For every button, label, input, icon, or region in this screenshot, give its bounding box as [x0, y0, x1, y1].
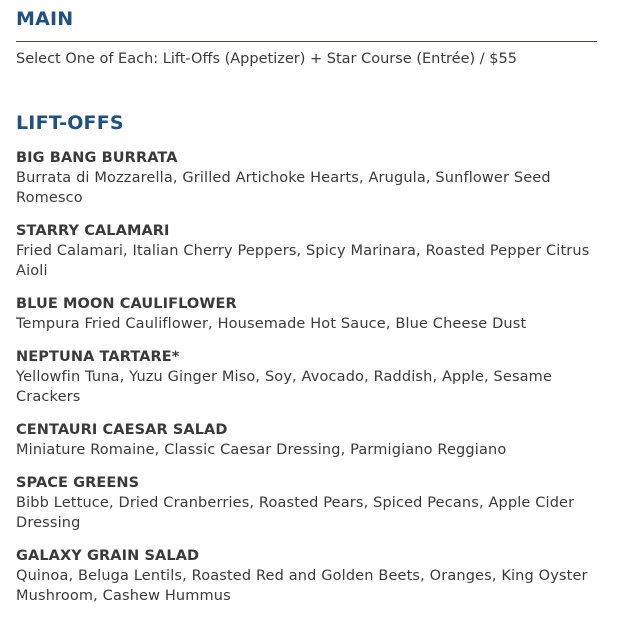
- menu-item-name: SPACE GREENS: [16, 475, 140, 491]
- menu-item-description: Burrata di Mozzarella, Grilled Artichoke Hearts, Arugula, Sunflower Seed Romesco: [16, 170, 551, 206]
- menu-item-description: Miniature Romaine, Classic Caesar Dressing, Parmigiano Reggiano: [16, 442, 507, 458]
- menu-item: [16, 347, 600, 407]
- menu-item-description: Fried Calamari, Italian Cherry Peppers, Spicy Marinara, Roasted Pepper Citrus Aioli: [16, 243, 590, 279]
- section-divider: [16, 41, 597, 42]
- menu-item-name: NEPTUNA TARTARE*: [16, 349, 180, 365]
- menu-item-description: Yellowfin Tuna, Yuzu Ginger Miso, Soy, Avocado, Raddish, Apple, Sesame Crackers: [16, 369, 553, 405]
- menu-item-description: Quinoa, Beluga Lentils, Roasted Red and Golden Beets, Oranges, King Oyster Mushroom, Cashew Hummus: [16, 568, 588, 604]
- menu-item-name: BIG BANG BURRATA: [16, 150, 178, 166]
- liftoffs-item-list: [16, 148, 600, 619]
- menu-item: [16, 473, 600, 533]
- prix-fixe-note: Select One of Each: Lift-Offs (Appetizer) + Star Course (Entrée) / $55: [16, 51, 517, 67]
- menu-item: [16, 420, 600, 460]
- liftoffs-section-title: LIFT-OFFS: [16, 112, 124, 134]
- menu-item-description: Bibb Lettuce, Dried Cranberries, Roasted Pears, Spiced Pecans, Apple Cider Dressing: [16, 495, 575, 531]
- menu-item-description: Tempura Fried Cauliflower, Housemade Hot Sauce, Blue Cheese Dust: [16, 316, 527, 332]
- menu-item: [16, 148, 600, 208]
- menu-item-name: BLUE MOON CAULIFLOWER: [16, 296, 237, 312]
- menu-item: [16, 294, 600, 334]
- menu-item: [16, 546, 600, 606]
- menu-item-name: CENTAURI CAESAR SALAD: [16, 422, 228, 438]
- menu-item: [16, 221, 600, 281]
- menu-item-name: STARRY CALAMARI: [16, 223, 170, 239]
- main-section-title: MAIN: [16, 8, 74, 30]
- menu-item-name: GALAXY GRAIN SALAD: [16, 548, 200, 564]
